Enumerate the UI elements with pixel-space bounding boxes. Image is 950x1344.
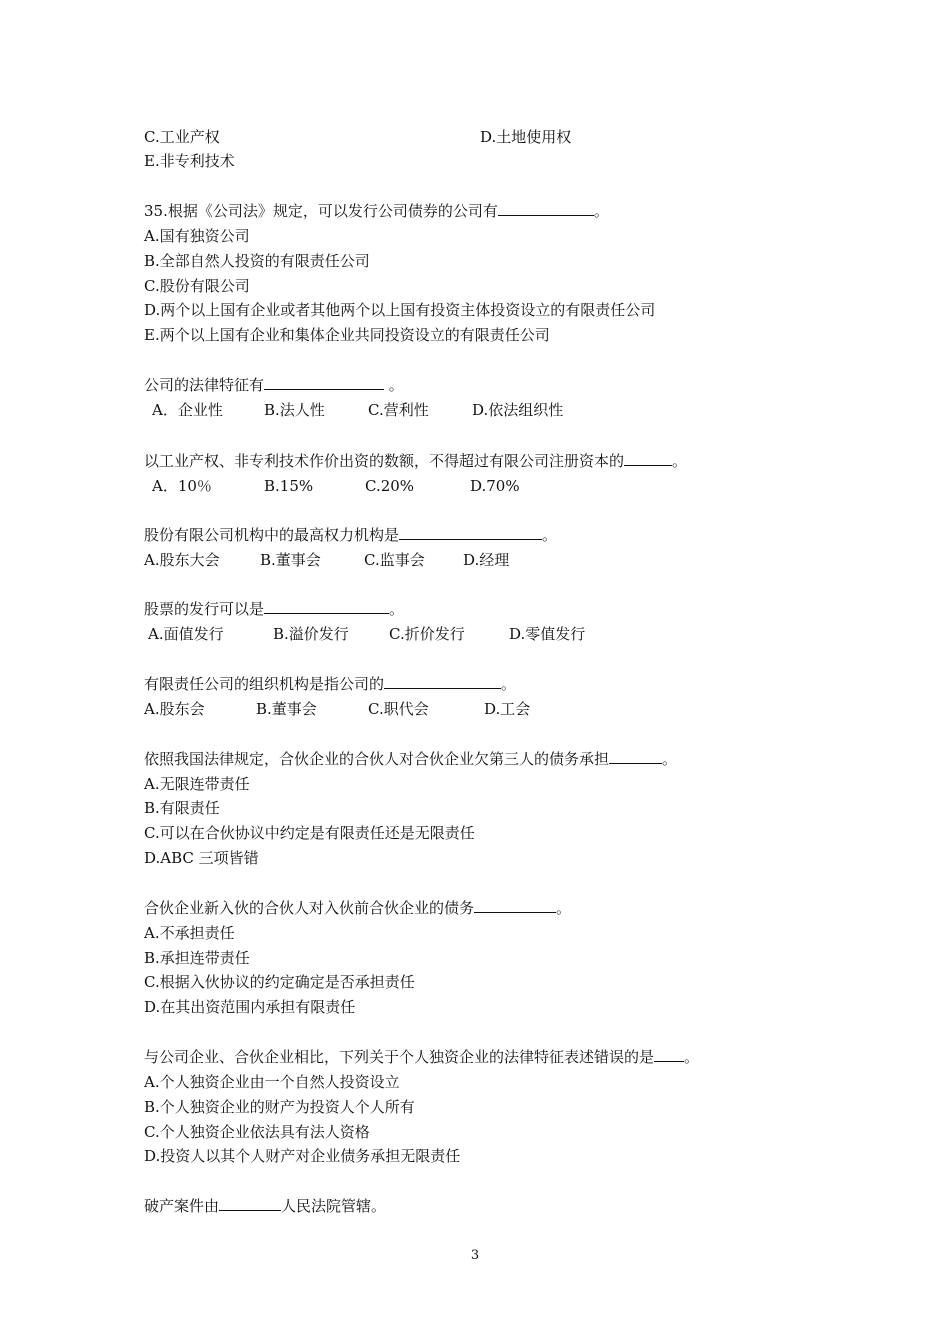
q35-option-c: C.股份有限公司 bbox=[144, 277, 250, 295]
q42-option-b: B.承担连带责任 bbox=[144, 949, 250, 967]
q44-stem: 破产案件由 人民法院管辖。 bbox=[144, 1197, 387, 1215]
q39-option-a: A.面值发行 bbox=[148, 625, 224, 643]
q43-stem: 与公司企业、合伙企业相比，下列关于个人独资企业的法律特征表述错误的是 。 bbox=[144, 1048, 700, 1066]
q40-option-b: B.董事会 bbox=[256, 700, 317, 718]
q36-option-a: A．企业性 bbox=[152, 401, 223, 419]
answer-blank bbox=[624, 451, 672, 466]
q42-option-c: C.根据入伙协议的约定确定是否承担责任 bbox=[144, 973, 415, 991]
page-number: 3 bbox=[470, 1248, 480, 1263]
q37-stem: 以工业产权、非专利技术作价出资的数额，不得超过有限公司注册资本的 。 bbox=[144, 452, 688, 470]
q40-option-d: D.工会 bbox=[484, 700, 531, 718]
answer-blank bbox=[264, 375, 384, 390]
q40-stem: 有限责任公司的组织机构是指公司的 。 bbox=[144, 675, 517, 693]
q42-option-d: D.在其出资范围内承担有限责任 bbox=[144, 998, 356, 1016]
q39-option-b: B.溢价发行 bbox=[273, 625, 349, 643]
answer-blank bbox=[654, 1047, 684, 1062]
q38-option-c: C.监事会 bbox=[364, 551, 425, 569]
q41-option-c: C.可以在合伙协议中约定是有限责任还是无限责任 bbox=[144, 824, 475, 842]
q43-option-a: A.个人独资企业由一个自然人投资设立 bbox=[144, 1073, 400, 1091]
q35-option-b: B.全部自然人投资的有限责任公司 bbox=[144, 252, 370, 270]
q38-option-a: A.股东大会 bbox=[144, 551, 220, 569]
q34-option-e: E.非专利技术 bbox=[144, 152, 235, 170]
q35-option-a: A.国有独资公司 bbox=[144, 227, 250, 245]
q41-option-b: B.有限责任 bbox=[144, 799, 220, 817]
q35-option-e: E.两个以上国有企业和集体企业共同投资设立的有限责任公司 bbox=[144, 326, 550, 344]
answer-blank bbox=[399, 525, 542, 540]
q35-option-d: D.两个以上国有企业或者其他两个以上国有投资主体投资设立的有限责任公司 bbox=[144, 301, 656, 319]
q34-option-c: C.工业产权 bbox=[144, 128, 220, 146]
q36-stem: 公司的法律特征有 。 bbox=[144, 376, 404, 394]
answer-blank bbox=[474, 898, 556, 913]
q42-stem: 合伙企业新入伙的合伙人对入伙前合伙企业的债务 。 bbox=[144, 899, 572, 917]
q38-option-d: D.经理 bbox=[463, 551, 510, 569]
q43-option-d: D.投资人以其个人财产对企业债务承担无限责任 bbox=[144, 1147, 461, 1165]
q41-option-a: A.无限连带责任 bbox=[144, 775, 250, 793]
q40-option-a: A.股东会 bbox=[144, 700, 205, 718]
q43-option-b: B.个人独资企业的财产为投资人个人所有 bbox=[144, 1098, 415, 1116]
q36-option-b: B.法人性 bbox=[264, 401, 325, 419]
q37-option-a: A．10％ bbox=[152, 477, 212, 495]
q37-option-c: C.20% bbox=[365, 477, 415, 495]
q36-option-d: D.依法组织性 bbox=[472, 401, 564, 419]
q40-option-c: C.职代会 bbox=[368, 700, 429, 718]
q36-option-c: C.营利性 bbox=[368, 401, 429, 419]
q41-stem: 依照我国法律规定，合伙企业的合伙人对合伙企业欠第三人的债务承担 。 bbox=[144, 750, 678, 768]
q35-stem: 35.根据《公司法》规定，可以发行公司债券的公司有 。 bbox=[144, 202, 609, 220]
q37-option-d: D.70% bbox=[470, 477, 520, 495]
q39-stem: 股票的发行可以是 。 bbox=[144, 600, 405, 618]
q39-option-c: C.折价发行 bbox=[389, 625, 465, 643]
q41-option-d: D.ABC 三项皆错 bbox=[144, 849, 259, 867]
q38-stem: 股份有限公司机构中的最高权力机构是 。 bbox=[144, 526, 558, 544]
q42-option-a: A.不承担责任 bbox=[144, 924, 235, 942]
q39-option-d: D.零值发行 bbox=[509, 625, 586, 643]
answer-blank bbox=[609, 749, 662, 764]
q38-option-b: B.董事会 bbox=[260, 551, 321, 569]
answer-blank bbox=[264, 599, 389, 614]
q34-option-d: D.土地使用权 bbox=[480, 128, 572, 146]
answer-blank bbox=[498, 201, 594, 216]
q37-option-b: B.15% bbox=[264, 477, 314, 495]
answer-blank bbox=[219, 1196, 281, 1211]
q43-option-c: C.个人独资企业依法具有法人资格 bbox=[144, 1123, 370, 1141]
answer-blank bbox=[384, 674, 501, 689]
